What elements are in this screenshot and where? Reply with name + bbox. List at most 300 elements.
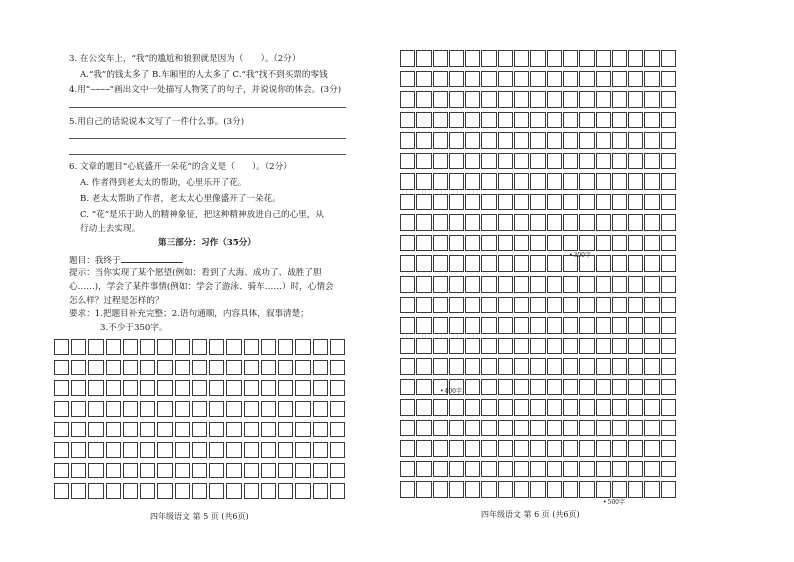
grid-cell[interactable] [530,173,545,190]
grid-cell[interactable] [644,132,659,149]
grid-cell[interactable] [157,360,172,376]
grid-cell[interactable] [563,297,578,314]
grid-cell[interactable] [628,420,643,437]
grid-cell[interactable] [313,401,328,417]
grid-cell[interactable] [644,153,659,170]
grid-cell[interactable] [596,214,611,231]
grid-cell[interactable] [71,380,86,396]
grid-cell[interactable] [547,194,562,211]
grid-cell[interactable] [514,50,529,67]
grid-cell[interactable] [530,132,545,149]
grid-cell[interactable] [628,461,643,478]
grid-cell[interactable] [644,214,659,231]
grid-cell[interactable] [498,317,513,334]
grid-cell[interactable] [295,360,310,376]
grid-cell[interactable] [465,91,480,108]
grid-cell[interactable] [481,440,496,457]
grid-cell[interactable] [563,379,578,396]
grid-cell[interactable] [661,194,676,211]
grid-cell[interactable] [612,50,627,67]
grid-cell[interactable] [449,276,464,293]
grid-cell[interactable] [400,50,415,67]
grid-cell[interactable] [596,379,611,396]
grid-cell[interactable] [628,132,643,149]
grid-cell[interactable] [547,255,562,272]
grid-cell[interactable] [192,360,207,376]
grid-cell[interactable] [123,442,138,458]
grid-cell[interactable] [661,297,676,314]
grid-cell[interactable] [612,481,627,498]
grid-cell[interactable] [498,112,513,129]
grid-cell[interactable] [498,50,513,67]
grid-cell[interactable] [400,440,415,457]
grid-cell[interactable] [661,132,676,149]
grid-cell[interactable] [244,422,259,438]
grid-cell[interactable] [644,338,659,355]
grid-cell[interactable] [226,380,241,396]
grid-cell[interactable] [596,399,611,416]
grid-cell[interactable] [530,440,545,457]
grid-cell[interactable] [295,339,310,355]
grid-cell[interactable] [579,214,594,231]
grid-cell[interactable] [88,463,103,479]
grid-cell[interactable] [514,71,529,88]
grid-cell[interactable] [261,442,276,458]
grid-cell[interactable] [481,173,496,190]
grid-cell[interactable] [596,461,611,478]
grid-cell[interactable] [612,399,627,416]
grid-cell[interactable] [596,481,611,498]
grid-cell[interactable] [465,379,480,396]
grid-cell[interactable] [465,194,480,211]
grid-cell[interactable] [644,379,659,396]
grid-cell[interactable] [579,91,594,108]
grid-cell[interactable] [628,71,643,88]
grid-cell[interactable] [596,132,611,149]
grid-cell[interactable] [175,380,190,396]
grid-cell[interactable] [449,297,464,314]
grid-cell[interactable] [140,380,155,396]
grid-cell[interactable] [175,442,190,458]
grid-cell[interactable] [579,71,594,88]
grid-cell[interactable] [628,194,643,211]
grid-cell[interactable] [433,255,448,272]
grid-cell[interactable] [481,461,496,478]
grid-cell[interactable] [596,338,611,355]
grid-cell[interactable] [481,379,496,396]
grid-cell[interactable] [644,420,659,437]
grid-cell[interactable] [563,440,578,457]
grid-cell[interactable] [433,461,448,478]
grid-cell[interactable] [400,71,415,88]
grid-cell[interactable] [530,338,545,355]
grid-cell[interactable] [563,481,578,498]
grid-cell[interactable] [661,358,676,375]
grid-cell[interactable] [514,440,529,457]
grid-cell[interactable] [449,440,464,457]
grid-cell[interactable] [563,112,578,129]
grid-cell[interactable] [106,360,121,376]
grid-cell[interactable] [481,399,496,416]
grid-cell[interactable] [498,194,513,211]
answer-line-q4[interactable] [69,107,346,108]
grid-cell[interactable] [261,401,276,417]
grid-cell[interactable] [661,91,676,108]
grid-cell[interactable] [514,338,529,355]
grid-cell[interactable] [661,379,676,396]
grid-cell[interactable] [596,440,611,457]
grid-cell[interactable] [530,112,545,129]
grid-cell[interactable] [140,442,155,458]
grid-cell[interactable] [449,235,464,252]
grid-cell[interactable] [661,235,676,252]
grid-cell[interactable] [295,422,310,438]
grid-cell[interactable] [416,132,431,149]
grid-cell[interactable] [54,442,69,458]
grid-cell[interactable] [498,461,513,478]
grid-cell[interactable] [579,379,594,396]
grid-cell[interactable] [498,481,513,498]
grid-cell[interactable] [498,420,513,437]
grid-cell[interactable] [530,235,545,252]
grid-cell[interactable] [71,360,86,376]
grid-cell[interactable] [295,463,310,479]
grid-cell[interactable] [612,276,627,293]
grid-cell[interactable] [612,420,627,437]
grid-cell[interactable] [661,317,676,334]
grid-cell[interactable] [498,255,513,272]
grid-cell[interactable] [175,483,190,499]
grid-cell[interactable] [547,461,562,478]
grid-cell[interactable] [175,360,190,376]
grid-cell[interactable] [547,338,562,355]
grid-cell[interactable] [579,399,594,416]
essay-title-blank[interactable] [121,253,183,263]
grid-cell[interactable] [563,276,578,293]
grid-cell[interactable] [433,358,448,375]
grid-cell[interactable] [209,401,224,417]
grid-cell[interactable] [465,440,480,457]
grid-cell[interactable] [54,360,69,376]
grid-cell[interactable] [449,132,464,149]
grid-cell[interactable] [596,297,611,314]
grid-cell[interactable] [628,297,643,314]
grid-cell[interactable] [514,132,529,149]
grid-cell[interactable] [106,442,121,458]
grid-cell[interactable] [313,483,328,499]
grid-cell[interactable] [123,339,138,355]
grid-cell[interactable] [661,399,676,416]
grid-cell[interactable] [465,481,480,498]
grid-cell[interactable] [226,442,241,458]
grid-cell[interactable] [140,360,155,376]
grid-cell[interactable] [612,461,627,478]
grid-cell[interactable] [530,276,545,293]
grid-cell[interactable] [88,422,103,438]
grid-cell[interactable] [465,317,480,334]
grid-cell[interactable] [628,358,643,375]
grid-cell[interactable] [106,401,121,417]
grid-cell[interactable] [563,173,578,190]
grid-cell[interactable] [433,71,448,88]
grid-cell[interactable] [88,442,103,458]
grid-cell[interactable] [400,317,415,334]
grid-cell[interactable] [416,481,431,498]
grid-cell[interactable] [514,420,529,437]
grid-cell[interactable] [514,235,529,252]
grid-cell[interactable] [612,173,627,190]
grid-cell[interactable] [244,380,259,396]
grid-cell[interactable] [481,276,496,293]
grid-cell[interactable] [530,194,545,211]
grid-cell[interactable] [596,50,611,67]
grid-cell[interactable] [433,440,448,457]
grid-cell[interactable] [244,442,259,458]
grid-cell[interactable] [157,339,172,355]
grid-cell[interactable] [579,317,594,334]
grid-cell[interactable] [209,422,224,438]
grid-cell[interactable] [481,317,496,334]
grid-cell[interactable] [661,440,676,457]
grid-cell[interactable] [123,483,138,499]
grid-cell[interactable] [157,380,172,396]
grid-cell[interactable] [278,483,293,499]
grid-cell[interactable] [400,214,415,231]
grid-cell[interactable] [261,380,276,396]
grid-cell[interactable] [563,214,578,231]
grid-cell[interactable] [449,153,464,170]
grid-cell[interactable] [400,297,415,314]
grid-cell[interactable] [433,481,448,498]
grid-cell[interactable] [106,422,121,438]
grid-cell[interactable] [465,420,480,437]
grid-cell[interactable] [465,71,480,88]
grid-cell[interactable] [433,338,448,355]
grid-cell[interactable] [547,153,562,170]
grid-cell[interactable] [547,420,562,437]
grid-cell[interactable] [661,276,676,293]
grid-cell[interactable] [644,317,659,334]
grid-cell[interactable] [498,297,513,314]
grid-cell[interactable] [433,420,448,437]
grid-cell[interactable] [644,276,659,293]
grid-cell[interactable] [547,440,562,457]
grid-cell[interactable] [416,358,431,375]
grid-cell[interactable] [612,112,627,129]
grid-cell[interactable] [123,463,138,479]
grid-cell[interactable] [628,399,643,416]
grid-cell[interactable] [330,360,345,376]
grid-cell[interactable] [563,399,578,416]
grid-cell[interactable] [54,380,69,396]
grid-cell[interactable] [547,112,562,129]
grid-cell[interactable] [481,338,496,355]
grid-cell[interactable] [416,440,431,457]
grid-cell[interactable] [278,442,293,458]
grid-cell[interactable] [547,317,562,334]
grid-cell[interactable] [514,255,529,272]
grid-cell[interactable] [313,360,328,376]
grid-cell[interactable] [400,276,415,293]
grid-cell[interactable] [465,132,480,149]
grid-cell[interactable] [547,379,562,396]
grid-cell[interactable] [628,338,643,355]
grid-cell[interactable] [547,132,562,149]
grid-cell[interactable] [596,71,611,88]
grid-cell[interactable] [514,399,529,416]
grid-cell[interactable] [612,214,627,231]
grid-cell[interactable] [416,338,431,355]
grid-cell[interactable] [175,463,190,479]
grid-cell[interactable] [481,91,496,108]
grid-cell[interactable] [433,132,448,149]
grid-cell[interactable] [175,339,190,355]
grid-cell[interactable] [563,338,578,355]
grid-cell[interactable] [661,153,676,170]
grid-cell[interactable] [400,338,415,355]
grid-cell[interactable] [449,255,464,272]
grid-cell[interactable] [547,50,562,67]
grid-cell[interactable] [244,401,259,417]
grid-cell[interactable] [563,420,578,437]
grid-cell[interactable] [465,297,480,314]
grid-cell[interactable] [433,235,448,252]
grid-cell[interactable] [661,50,676,67]
grid-cell[interactable] [612,317,627,334]
grid-cell[interactable] [530,317,545,334]
grid-cell[interactable] [498,399,513,416]
grid-cell[interactable] [547,297,562,314]
grid-cell[interactable] [330,463,345,479]
grid-cell[interactable] [465,235,480,252]
grid-cell[interactable] [596,112,611,129]
grid-cell[interactable] [465,214,480,231]
grid-cell[interactable] [530,379,545,396]
grid-cell[interactable] [644,399,659,416]
grid-cell[interactable] [416,153,431,170]
grid-cell[interactable] [498,132,513,149]
grid-cell[interactable] [416,317,431,334]
grid-cell[interactable] [106,339,121,355]
grid-cell[interactable] [449,91,464,108]
grid-cell[interactable] [644,91,659,108]
grid-cell[interactable] [88,360,103,376]
grid-cell[interactable] [433,194,448,211]
grid-cell[interactable] [579,173,594,190]
grid-cell[interactable] [644,112,659,129]
grid-cell[interactable] [530,71,545,88]
grid-cell[interactable] [481,194,496,211]
grid-cell[interactable] [123,401,138,417]
grid-cell[interactable] [465,276,480,293]
grid-cell[interactable] [88,401,103,417]
grid-cell[interactable] [416,235,431,252]
grid-cell[interactable] [330,401,345,417]
grid-cell[interactable] [416,461,431,478]
grid-cell[interactable] [596,194,611,211]
grid-cell[interactable] [628,235,643,252]
grid-cell[interactable] [481,132,496,149]
grid-cell[interactable] [175,422,190,438]
grid-cell[interactable] [612,338,627,355]
grid-cell[interactable] [449,338,464,355]
grid-cell[interactable] [481,71,496,88]
grid-cell[interactable] [498,153,513,170]
grid-cell[interactable] [596,420,611,437]
grid-cell[interactable] [313,442,328,458]
grid-cell[interactable] [481,297,496,314]
grid-cell[interactable] [449,194,464,211]
grid-cell[interactable] [449,461,464,478]
grid-cell[interactable] [579,481,594,498]
grid-cell[interactable] [579,276,594,293]
grid-cell[interactable] [498,440,513,457]
grid-cell[interactable] [612,194,627,211]
grid-cell[interactable] [465,153,480,170]
grid-cell[interactable] [416,194,431,211]
grid-cell[interactable] [261,422,276,438]
grid-cell[interactable] [400,255,415,272]
grid-cell[interactable] [465,50,480,67]
grid-cell[interactable] [612,71,627,88]
grid-cell[interactable] [481,235,496,252]
grid-cell[interactable] [433,214,448,231]
grid-cell[interactable] [449,317,464,334]
grid-cell[interactable] [192,339,207,355]
grid-cell[interactable] [209,360,224,376]
grid-cell[interactable] [123,422,138,438]
grid-cell[interactable] [530,50,545,67]
grid-cell[interactable] [596,153,611,170]
grid-cell[interactable] [579,235,594,252]
grid-cell[interactable] [330,422,345,438]
grid-cell[interactable] [628,276,643,293]
grid-cell[interactable] [596,317,611,334]
grid-cell[interactable] [481,420,496,437]
grid-cell[interactable] [612,440,627,457]
grid-cell[interactable] [514,276,529,293]
grid-cell[interactable] [157,442,172,458]
grid-cell[interactable] [433,91,448,108]
grid-cell[interactable] [192,380,207,396]
grid-cell[interactable] [612,235,627,252]
grid-cell[interactable] [330,339,345,355]
grid-cell[interactable] [481,50,496,67]
grid-cell[interactable] [661,461,676,478]
grid-cell[interactable] [579,420,594,437]
grid-cell[interactable] [278,401,293,417]
grid-cell[interactable] [192,442,207,458]
grid-cell[interactable] [400,173,415,190]
grid-cell[interactable] [530,461,545,478]
grid-cell[interactable] [140,483,155,499]
grid-cell[interactable] [449,50,464,67]
grid-cell[interactable] [644,235,659,252]
grid-cell[interactable] [547,235,562,252]
grid-cell[interactable] [514,379,529,396]
grid-cell[interactable] [400,91,415,108]
grid-cell[interactable] [481,112,496,129]
grid-cell[interactable] [226,339,241,355]
grid-cell[interactable] [579,153,594,170]
grid-cell[interactable] [498,173,513,190]
grid-cell[interactable] [416,173,431,190]
grid-cell[interactable] [481,481,496,498]
grid-cell[interactable] [71,422,86,438]
grid-cell[interactable] [644,194,659,211]
grid-cell[interactable] [628,255,643,272]
grid-cell[interactable] [416,420,431,437]
